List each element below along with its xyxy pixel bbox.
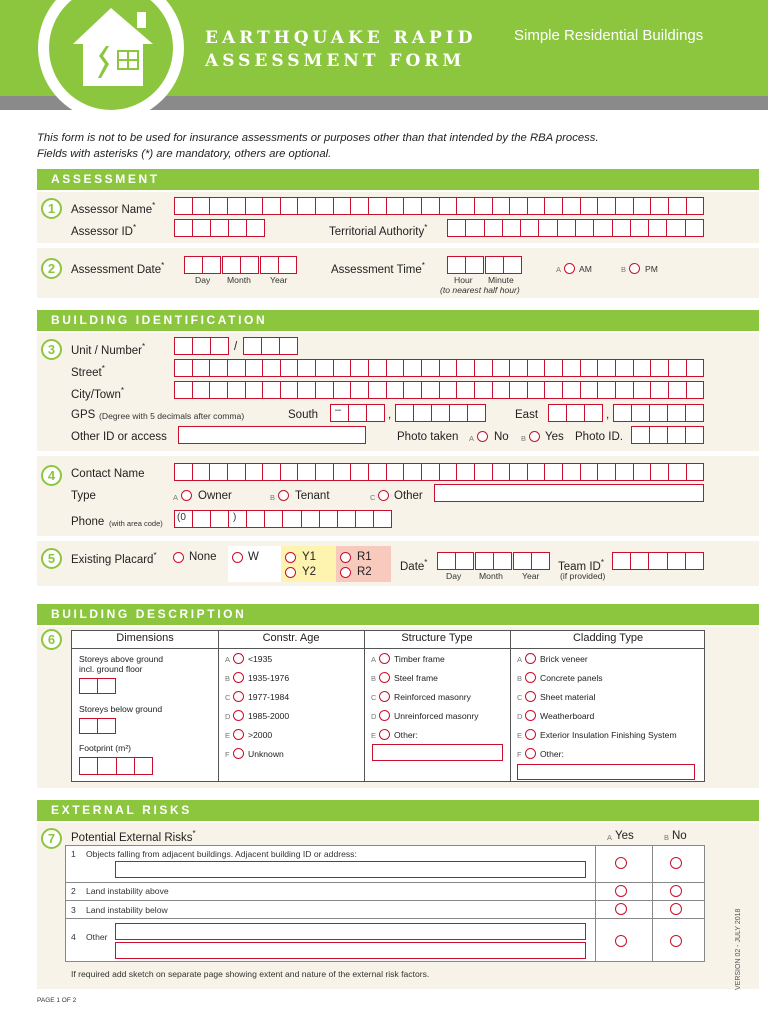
other-id-field[interactable] — [178, 426, 366, 444]
phone-note: (with area code) — [109, 519, 163, 528]
risk-item-2-label: Land instability above — [86, 886, 169, 896]
gps-east-degrees[interactable] — [548, 404, 603, 422]
placard-w-radio[interactable] — [232, 552, 243, 563]
age-radio-a[interactable] — [233, 653, 244, 664]
section-external-risks: EXTERNAL RISKS — [37, 800, 759, 821]
south-label: South — [288, 409, 319, 421]
risk-item-1-field[interactable] — [115, 861, 586, 878]
photo-no-label: No — [494, 431, 509, 443]
risk-1-yes-radio[interactable] — [615, 857, 627, 869]
structure-option-d: Unreinforced masonry — [394, 711, 479, 721]
placard-none-label: None — [189, 551, 217, 563]
placard-r2-radio[interactable] — [340, 567, 351, 578]
number-field[interactable] — [243, 337, 298, 355]
cladding-letter: F — [517, 750, 522, 759]
assessment-date-month[interactable] — [222, 256, 259, 274]
step-number-4: 4 — [41, 465, 62, 486]
risk-item-4-field-2[interactable] — [115, 942, 586, 959]
assessor-name-label: Assessor Name* — [71, 201, 156, 216]
risk-item-3-num: 3 — [71, 905, 76, 915]
photo-no-letter: A — [469, 434, 475, 443]
cladding-radio-a[interactable] — [525, 653, 536, 664]
risks-footnote: If required add sketch on separate page showing extent and nature of the external risk factors. — [71, 969, 430, 979]
assessment-time-label: Assessment Time* — [331, 261, 425, 276]
version-label: VERSION 02 - JULY 2018 — [735, 908, 742, 990]
assessor-id-label: Assessor ID* — [71, 223, 137, 238]
risk-item-4-label: Other — [86, 932, 108, 942]
placard-y1-label: Y1 — [302, 551, 317, 563]
placard-y1-radio[interactable] — [285, 552, 296, 563]
step-number-5: 5 — [41, 548, 62, 569]
age-option-c: 1977-1984 — [248, 692, 290, 702]
placard-y2-label: Y2 — [302, 566, 317, 578]
gps-comma-south: , — [388, 409, 392, 421]
assessment-time-minute[interactable] — [485, 256, 522, 274]
age-letter: F — [225, 750, 230, 759]
intro-line2: Fields with asterisks (*) are mandatory, others are optional. — [37, 148, 332, 160]
footprint-field[interactable] — [79, 757, 153, 775]
structure-other-field[interactable] — [372, 744, 503, 761]
age-radio-d[interactable] — [233, 710, 244, 721]
risk-row-line — [66, 882, 704, 883]
age-option-f: Unknown — [248, 749, 284, 759]
col-cladding-type: Cladding Type — [572, 632, 644, 644]
footprint-label: Footprint (m²) — [79, 743, 132, 753]
street-field[interactable] — [174, 359, 704, 377]
minus-sign: – — [335, 404, 342, 416]
photo-id-label: Photo ID. — [575, 431, 623, 443]
assessor-id-field[interactable] — [174, 219, 265, 237]
risk-row-line — [66, 918, 704, 919]
age-radio-b[interactable] — [233, 672, 244, 683]
age-radio-f[interactable] — [233, 748, 244, 759]
risk-4-yes-radio[interactable] — [615, 935, 627, 947]
cladding-option-b: Concrete panels — [540, 673, 603, 683]
cladding-radio-e[interactable] — [525, 729, 536, 740]
incl-ground-label: incl. ground floor — [79, 664, 143, 674]
city-town-field[interactable] — [174, 381, 704, 399]
structure-option-e: Other: — [394, 730, 418, 740]
risk-item-4-field-1[interactable] — [115, 923, 586, 940]
col-structure-type: Structure Type — [401, 632, 473, 644]
other-type-field[interactable] — [434, 484, 704, 502]
age-letter: D — [225, 712, 231, 721]
gps-east-decimals[interactable] — [613, 404, 704, 422]
structure-letter: D — [371, 712, 377, 721]
placard-year-caption: Year — [522, 571, 540, 581]
street-label: Street* — [71, 364, 105, 379]
photo-yes-label: Yes — [545, 431, 564, 443]
owner-letter: A — [173, 493, 179, 502]
age-letter: E — [225, 731, 231, 740]
risk-item-1-label: Objects falling from adjacent buildings. Adjacent building ID or address: — [86, 849, 357, 859]
am-letter: A — [556, 265, 562, 274]
storeys-above-label: Storeys above ground — [79, 654, 164, 664]
type-label: Type — [71, 490, 96, 502]
structure-letter: C — [371, 693, 377, 702]
photo-yes-radio[interactable] — [529, 431, 540, 442]
cladding-letter: E — [517, 731, 523, 740]
form-subtitle: Simple Residential Buildings — [514, 27, 704, 44]
cladding-letter: A — [517, 655, 523, 664]
section-assessment: ASSESSMENT — [37, 169, 759, 190]
risk-2-yes-radio[interactable] — [615, 885, 627, 897]
cladding-option-a: Brick veneer — [540, 654, 588, 664]
day-caption: Day — [195, 275, 211, 285]
cladding-letter: D — [517, 712, 523, 721]
hour-caption: Hour — [454, 275, 473, 285]
placard-month-caption: Month — [479, 571, 503, 581]
gps-comma-east: , — [606, 409, 610, 421]
am-label: AM — [579, 264, 592, 274]
cladding-radio-d[interactable] — [525, 710, 536, 721]
potential-risks-label: Potential External Risks* — [71, 829, 196, 844]
contact-name-field[interactable] — [174, 463, 704, 481]
structure-letter: E — [371, 731, 377, 740]
age-letter: A — [225, 655, 231, 664]
owner-radio[interactable] — [181, 490, 192, 501]
placard-w-label: W — [248, 551, 259, 563]
intro-line1: This form is not to be used for insurance assessments or purposes other than that intended by the RBA process. — [37, 132, 599, 144]
phone-label: Phone — [71, 516, 105, 528]
section-building-description: BUILDING DESCRIPTION — [37, 604, 759, 625]
cladding-option-c: Sheet material — [540, 692, 596, 702]
structure-radio-b[interactable] — [379, 672, 390, 683]
assessment-time-hour[interactable] — [447, 256, 484, 274]
cladding-radio-c[interactable] — [525, 691, 536, 702]
step-number-2: 2 — [41, 258, 62, 279]
territorial-authority-field[interactable] — [447, 219, 704, 237]
risk-item-2-num: 2 — [71, 886, 76, 896]
table-divider — [510, 631, 511, 781]
risk-4-no-radio[interactable] — [670, 935, 682, 947]
placard-date-year[interactable] — [513, 552, 550, 570]
table-divider — [364, 631, 365, 781]
no-letter: B — [664, 833, 670, 842]
unit-number-label: Unit / Number* — [71, 342, 146, 357]
year-caption: Year — [270, 275, 288, 285]
contact-name-label: Contact Name — [71, 468, 145, 480]
unit-field[interactable] — [174, 337, 229, 355]
tenant-radio[interactable] — [278, 490, 289, 501]
col-construction-age: Constr. Age — [262, 632, 320, 644]
age-option-d: 1985-2000 — [248, 711, 290, 721]
risk-row-line — [66, 900, 704, 901]
photo-id-field[interactable] — [631, 426, 704, 444]
gps-note: (Degree with 5 decimals after comma) — [99, 411, 245, 421]
placard-y2-radio[interactable] — [285, 567, 296, 578]
half-hour-note: (to nearest half hour) — [440, 285, 520, 295]
house-logo-icon — [49, 0, 173, 110]
age-radio-c[interactable] — [233, 691, 244, 702]
risk-item-4-num: 4 — [71, 932, 76, 942]
col-dimensions: Dimensions — [116, 632, 174, 644]
risk-2-no-radio[interactable] — [670, 885, 682, 897]
other-type-letter: C — [370, 493, 376, 502]
step-number-6: 6 — [41, 629, 62, 650]
structure-radio-a[interactable] — [379, 653, 390, 664]
team-id-field[interactable] — [612, 552, 704, 570]
risk-3-yes-radio[interactable] — [615, 903, 627, 915]
structure-option-c: Reinforced masonry — [394, 692, 471, 702]
risk-item-3-label: Land instability below — [86, 905, 168, 915]
placard-r1-label: R1 — [357, 551, 372, 563]
step-number-1: 1 — [41, 198, 62, 219]
photo-yes-letter: B — [521, 434, 527, 443]
other-type-radio[interactable] — [378, 490, 389, 501]
table-divider — [218, 631, 219, 781]
table-header-line — [72, 648, 704, 649]
cladding-letter: B — [517, 674, 523, 683]
am-radio[interactable] — [564, 263, 575, 274]
cladding-radio-b[interactable] — [525, 672, 536, 683]
step-number-7: 7 — [41, 828, 62, 849]
age-letter: B — [225, 674, 231, 683]
city-town-label: City/Town* — [71, 386, 124, 401]
yes-letter: A — [607, 833, 613, 842]
page-number: PAGE 1 OF 2 — [37, 997, 77, 1004]
placard-date-month[interactable] — [475, 552, 512, 570]
cladding-other-field[interactable] — [517, 764, 695, 780]
other-type-label: Other — [394, 490, 423, 502]
photo-taken-label: Photo taken — [397, 431, 459, 443]
risk-3-no-radio[interactable] — [670, 903, 682, 915]
territorial-authority-label: Territorial Authority* — [329, 223, 428, 238]
photo-no-radio[interactable] — [477, 431, 488, 442]
month-caption: Month — [227, 275, 251, 285]
placard-day-caption: Day — [446, 571, 462, 581]
assessment-date-label: Assessment Date* — [71, 261, 165, 276]
structure-option-a: Timber frame — [394, 654, 445, 664]
risk-divider — [595, 846, 596, 961]
age-option-b: 1935-1976 — [248, 673, 290, 683]
cladding-radio-f[interactable] — [525, 748, 536, 759]
no-header: No — [672, 830, 687, 842]
risk-divider — [652, 846, 653, 961]
pm-letter: B — [621, 265, 627, 274]
pm-label: PM — [645, 264, 658, 274]
phone-open-paren: (0 — [177, 512, 186, 523]
age-option-e: >2000 — [248, 730, 273, 740]
tenant-letter: B — [270, 493, 276, 502]
storeys-below-label: Storeys below ground — [79, 704, 163, 714]
gps-label: GPS — [71, 409, 96, 421]
form-title-line1: EARTHQUAKE RAPID — [205, 28, 477, 48]
section-building-identification: BUILDING IDENTIFICATION — [37, 310, 759, 331]
cladding-letter: C — [517, 693, 523, 702]
minute-caption: Minute — [488, 275, 514, 285]
placard-r1-radio[interactable] — [340, 552, 351, 563]
structure-radio-d[interactable] — [379, 710, 390, 721]
structure-letter: B — [371, 674, 377, 683]
structure-letter: A — [371, 655, 377, 664]
cladding-option-d: Weatherboard — [540, 711, 595, 721]
team-id-label: Team ID* — [558, 558, 604, 573]
age-letter: C — [225, 693, 231, 702]
placard-date-day[interactable] — [437, 552, 474, 570]
age-option-a: <1935 — [248, 654, 273, 664]
phone-field[interactable] — [174, 510, 392, 528]
owner-label: Owner — [198, 490, 232, 502]
other-id-label: Other ID or access — [71, 431, 167, 443]
structure-radio-c[interactable] — [379, 691, 390, 702]
assessment-date-day[interactable] — [184, 256, 221, 274]
structure-radio-e[interactable] — [379, 729, 390, 740]
gps-south-decimals[interactable] — [395, 404, 486, 422]
team-id-note: (if provided) — [560, 571, 606, 581]
pm-radio[interactable] — [629, 263, 640, 274]
risk-1-no-radio[interactable] — [670, 857, 682, 869]
existing-placard-label: Existing Placard* — [71, 551, 157, 566]
phone-close-paren: ) — [233, 512, 237, 523]
risk-item-1-num: 1 — [71, 849, 76, 859]
yes-header: Yes — [615, 830, 634, 842]
unit-slash: / — [234, 341, 238, 353]
placard-r2-label: R2 — [357, 566, 372, 578]
assessment-date-year[interactable] — [260, 256, 297, 274]
placard-none-radio[interactable] — [173, 552, 184, 563]
tenant-label: Tenant — [295, 490, 330, 502]
placard-date-label: Date* — [400, 558, 428, 573]
cladding-option-f: Other: — [540, 749, 564, 759]
storeys-above-field[interactable] — [79, 678, 116, 694]
age-radio-e[interactable] — [233, 729, 244, 740]
step-number-3: 3 — [41, 339, 62, 360]
assessor-name-field[interactable] — [174, 197, 704, 215]
building-description-table — [71, 630, 705, 782]
storeys-below-field[interactable] — [79, 718, 116, 734]
cladding-option-e: Exterior Insulation Finishing System — [540, 730, 677, 740]
form-title-line2: ASSESSMENT FORM — [205, 51, 466, 71]
east-label: East — [515, 409, 539, 421]
structure-option-b: Steel frame — [394, 673, 438, 683]
